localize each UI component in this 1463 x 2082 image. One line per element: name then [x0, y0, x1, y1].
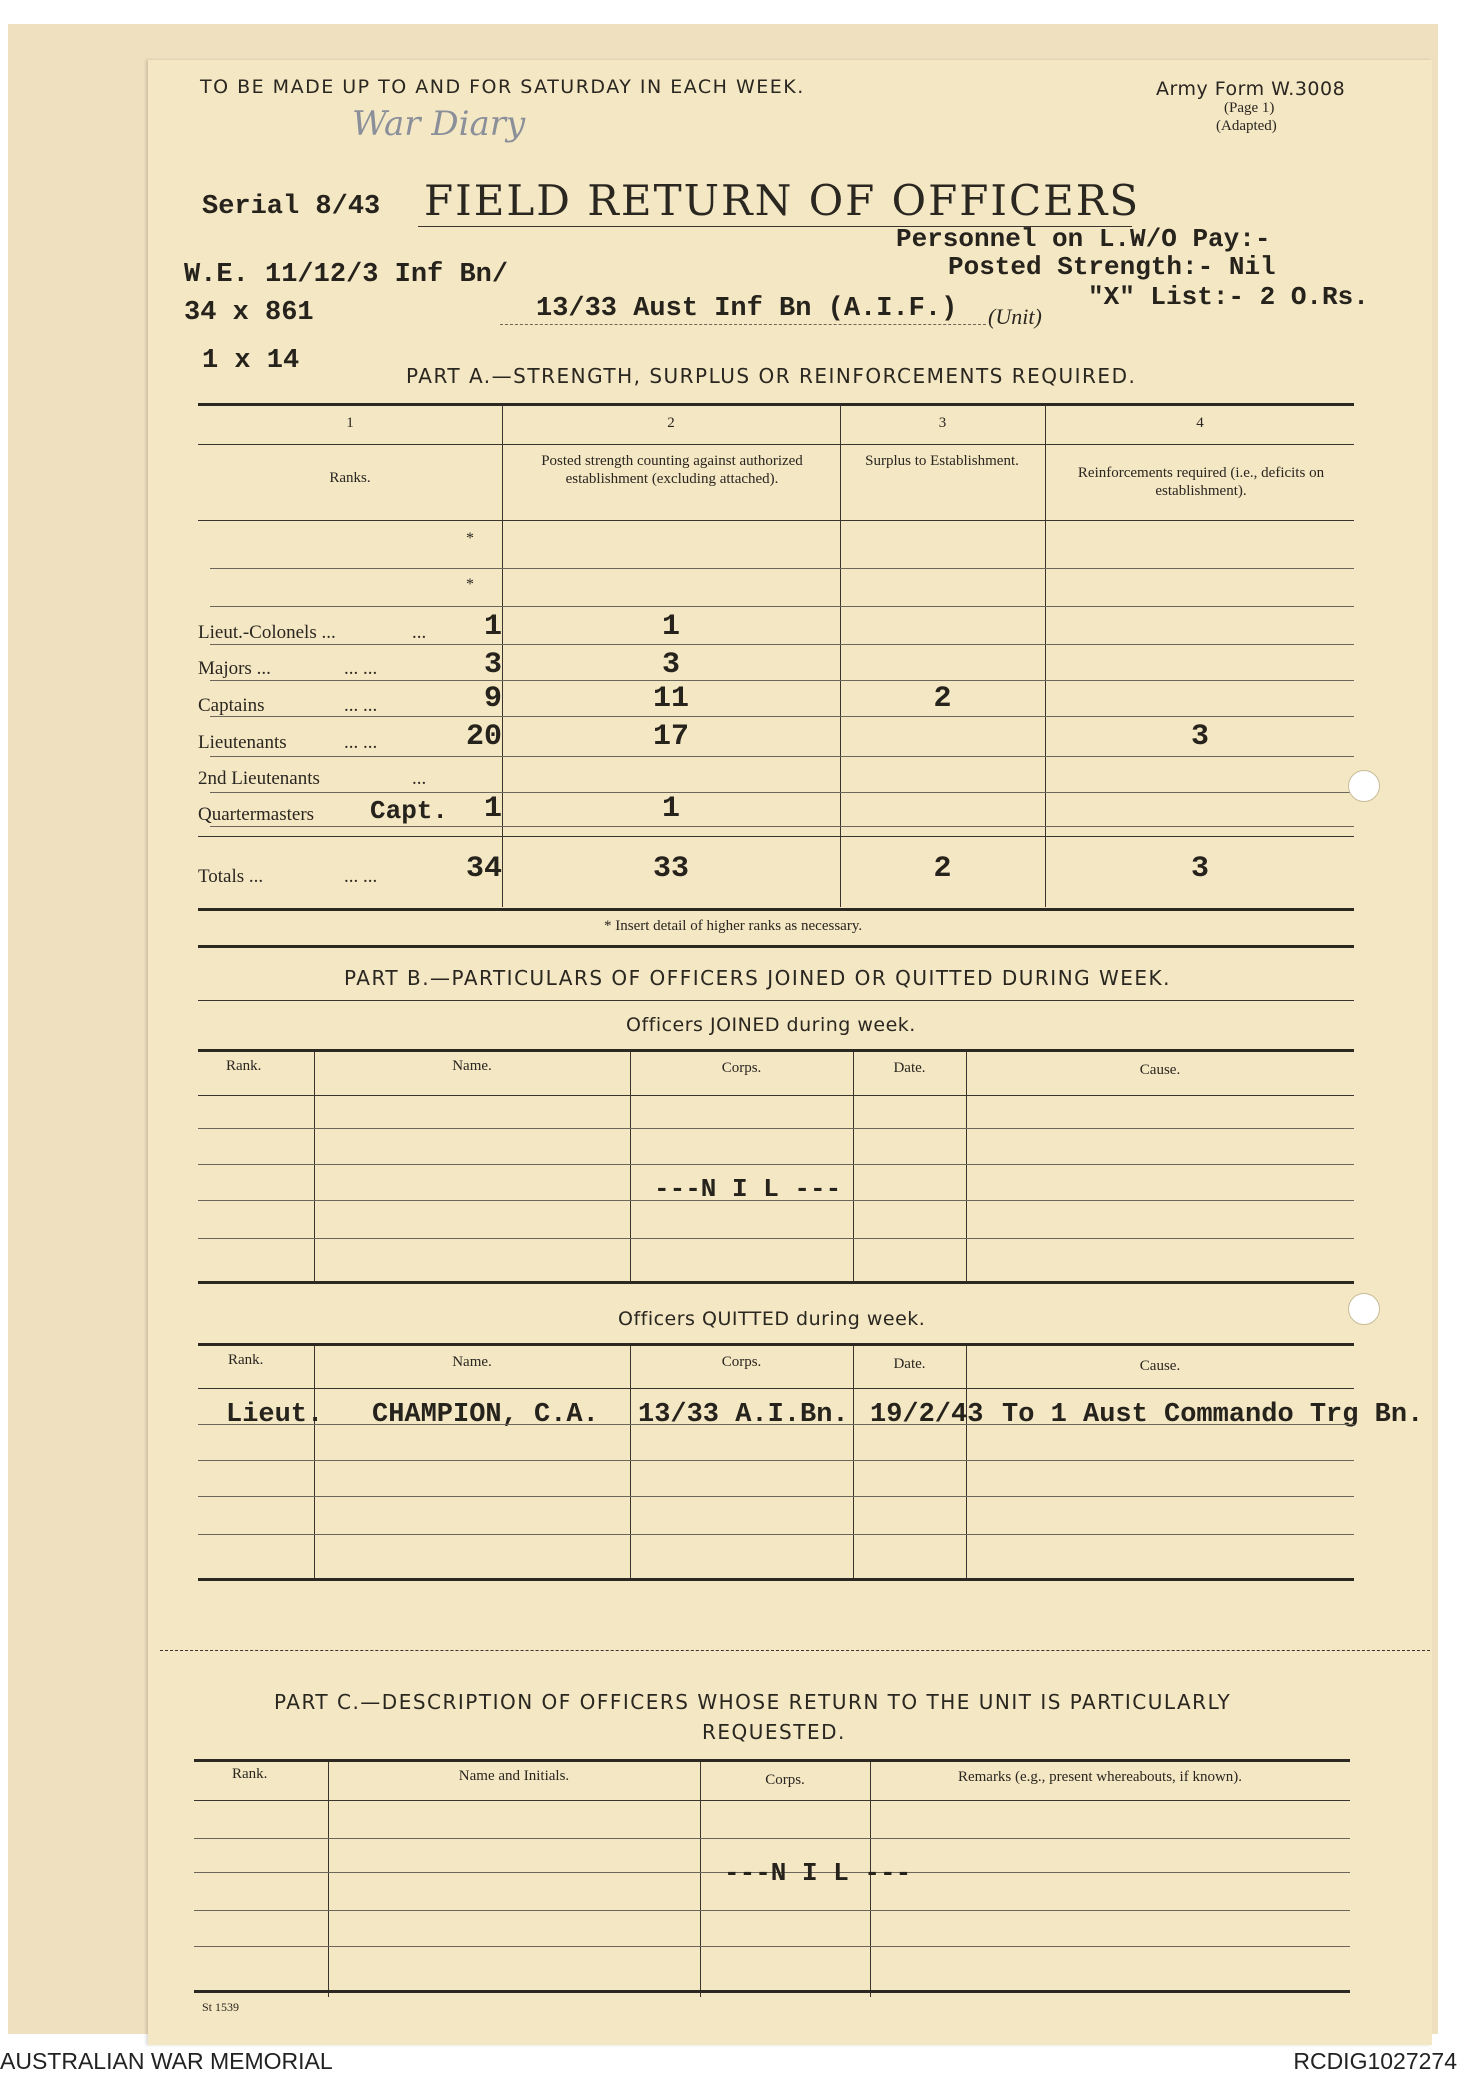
archive-credit: AUSTRALIAN WAR MEMORIAL	[0, 2048, 333, 2074]
tear-line	[160, 1650, 1430, 1651]
joined-divider-1	[314, 1052, 315, 1282]
war-establishment: W.E. 11/12/3 Inf Bn/	[184, 260, 509, 290]
col-number-3: 3	[938, 415, 947, 431]
reinforcements-header: Reinforcements required (i.e., deficits on establishment).	[1077, 465, 1325, 499]
est-majors: 3	[484, 648, 503, 682]
form-number: Army Form W.3008	[1156, 78, 1346, 100]
joined-nil-entry: ---N I L ---	[654, 1174, 842, 1204]
surplus-header: Surplus to Establishment.	[865, 453, 1019, 469]
joined-top-rule	[198, 1049, 1354, 1052]
row-rule	[198, 1238, 1354, 1239]
quitted-header-rule	[198, 1388, 1354, 1389]
part-c-col-rank: Rank.	[232, 1766, 268, 1782]
row-rule	[198, 1460, 1354, 1461]
part-c-heading-continued: REQUESTED.	[702, 1720, 846, 1744]
row-rule	[198, 1534, 1354, 1535]
row-rule	[198, 1424, 1354, 1425]
col-number-2: 2	[667, 415, 675, 431]
part-c-divider-1	[328, 1762, 329, 1997]
totals-top-rule	[198, 836, 1354, 837]
serial-number: Serial 8/43	[202, 192, 381, 222]
quitted-divider-2	[630, 1346, 631, 1578]
row-rule	[210, 644, 1354, 645]
quartermaster-rank-note: Capt.	[370, 796, 449, 826]
joined-divider-2	[630, 1052, 631, 1282]
quitted-bottom-rule	[198, 1578, 1354, 1581]
part-c-top-rule	[194, 1759, 1350, 1762]
total-surplus: 2	[933, 852, 952, 886]
col-number-4: 4	[1196, 415, 1204, 431]
surplus-captains: 2	[933, 682, 952, 716]
leader-dots: ...	[412, 768, 427, 789]
ranks-header: Ranks.	[329, 470, 371, 486]
print-code: St 1539	[202, 2000, 240, 2014]
quitted-col-corps: Corps.	[721, 1354, 762, 1370]
row-rule	[198, 1128, 1354, 1129]
row-rule	[210, 756, 1354, 757]
part-b-rule	[198, 1000, 1354, 1001]
col-number-1: 1	[346, 415, 354, 431]
joined-col-rank: Rank.	[226, 1058, 262, 1074]
archive-reference: RCDIG1027274	[1293, 2048, 1457, 2074]
higher-rank-star-2: *	[466, 576, 474, 593]
personnel-note-3: "X" List:- 2 O.Rs.	[1088, 282, 1369, 312]
part-b-top-rule	[198, 945, 1354, 948]
joined-col-corps: Corps.	[721, 1060, 762, 1076]
establishment-ratio-1: 34 x 861	[184, 298, 314, 328]
header-bottom-rule	[198, 520, 1354, 521]
rank-label-majors: Majors ...	[198, 658, 271, 679]
posted-quartermasters: 1	[661, 792, 680, 826]
part-c-col-corps: Corps.	[765, 1772, 805, 1788]
page-title: FIELD RETURN OF OFFICERS	[424, 176, 1141, 225]
part-c-header-rule	[194, 1800, 1350, 1801]
quitted-col-rank: Rank.	[228, 1352, 264, 1368]
quitted-col-date: Date.	[893, 1356, 926, 1372]
joined-col-name: Name.	[452, 1058, 492, 1074]
est-lt-colonels: 1	[484, 610, 503, 644]
form-sheet	[148, 60, 1432, 2045]
handwritten-annotation: War Diary	[352, 104, 526, 144]
quitted-heading: Officers QUITTED during week.	[618, 1308, 926, 1330]
joined-bottom-rule	[198, 1281, 1354, 1284]
rank-label-quartermasters: Quartermasters	[198, 804, 315, 825]
part-a-top-rule	[198, 403, 1354, 406]
joined-divider-3	[853, 1052, 854, 1282]
leader-dots: ... ...	[344, 866, 378, 887]
row-rule	[210, 606, 1354, 607]
total-posted: 33	[652, 852, 689, 886]
posted-lt-colonels: 1	[661, 610, 680, 644]
part-a-heading: PART A.—STRENGTH, SURPLUS OR REINFORCEMENTS REQUIRED.	[406, 364, 1137, 388]
quitted-cause: To 1 Aust Commando Trg Bn.	[1002, 1400, 1424, 1430]
total-established: 34	[466, 852, 503, 886]
posted-majors: 3	[661, 648, 680, 682]
posted-lieutenants: 17	[652, 720, 689, 754]
col-number-rule	[198, 444, 1354, 445]
rank-label-captains: Captains	[198, 695, 265, 716]
posted-strength-header: Posted strength counting against authorized establishment (excluding attached).	[541, 453, 803, 487]
weekly-note: TO BE MADE UP TO AND FOR SATURDAY IN EACH WEEK.	[200, 76, 805, 98]
joined-divider-4	[966, 1052, 967, 1282]
part-a-bottom-rule	[198, 908, 1354, 911]
punch-hole	[1348, 770, 1380, 802]
row-rule	[198, 1164, 1354, 1165]
posted-captains: 11	[652, 682, 689, 716]
part-c-nil-entry: ---N I L ---	[724, 1858, 912, 1888]
leader-dots: ... ...	[344, 658, 378, 679]
establishment-ratio-2: 1 x 14	[202, 346, 300, 376]
unit-name: 13/33 Aust Inf Bn (A.I.F.)	[536, 294, 958, 324]
est-captains: 9	[484, 682, 503, 716]
joined-heading: Officers JOINED during week.	[626, 1014, 916, 1036]
rank-label-lieutenants: Lieutenants	[198, 732, 287, 753]
est-quartermasters: 1	[484, 792, 503, 826]
part-c-bottom-rule	[194, 1990, 1350, 1993]
quitted-date: 19/2/43	[870, 1400, 984, 1430]
personnel-note-1: Personnel on L.W/O Pay:-	[896, 224, 1271, 254]
unit-underline	[500, 324, 986, 325]
row-rule	[210, 568, 1354, 569]
total-reinforcements: 3	[1190, 852, 1209, 886]
leader-dots: ...	[412, 622, 427, 643]
part-c-divider-2	[700, 1762, 701, 1997]
quitted-divider-1	[314, 1346, 315, 1578]
row-rule	[194, 1946, 1350, 1947]
unit-label: (Unit)	[988, 304, 1042, 329]
part-c-col-name: Name and Initials.	[458, 1768, 570, 1784]
totals-label: Totals ...	[198, 866, 264, 887]
quitted-col-name: Name.	[452, 1354, 492, 1370]
row-rule	[194, 1910, 1350, 1911]
quitted-corps: 13/33 A.I.Bn.	[638, 1400, 849, 1430]
leader-dots: ... ...	[344, 732, 378, 753]
rank-label-2nd-lieutenants: 2nd Lieutenants	[198, 768, 320, 789]
part-a-divider-2	[840, 405, 841, 907]
est-lieutenants: 20	[466, 720, 503, 754]
quitted-name: CHAMPION, C.A.	[372, 1400, 599, 1430]
quitted-divider-3	[853, 1346, 854, 1578]
row-rule	[198, 1496, 1354, 1497]
adapted-note: (Adapted)	[1216, 118, 1277, 134]
rank-label-lt-colonels: Lieut.-Colonels ...	[198, 622, 336, 643]
part-c-col-remarks: Remarks (e.g., present whereabouts, if known).	[957, 1769, 1243, 1785]
row-rule	[194, 1838, 1350, 1839]
quitted-top-rule	[198, 1343, 1354, 1346]
part-a-divider-3	[1045, 405, 1046, 907]
reinforcements-lieutenants: 3	[1190, 720, 1209, 754]
joined-col-cause: Cause.	[1139, 1062, 1181, 1078]
footnote: * Insert detail of higher ranks as necessary.	[604, 918, 863, 934]
row-rule	[210, 680, 1354, 681]
part-c-heading: PART C.—DESCRIPTION OF OFFICERS WHOSE RETURN TO THE UNIT IS PARTICULARLY	[274, 1690, 1232, 1714]
page-number: (Page 1)	[1224, 100, 1275, 116]
higher-rank-star-1: *	[466, 530, 474, 547]
joined-col-date: Date.	[893, 1060, 926, 1076]
punch-hole	[1348, 1293, 1380, 1325]
personnel-note-2: Posted Strength:- Nil	[948, 252, 1276, 282]
quitted-rank: Lieut.	[226, 1400, 324, 1430]
row-rule	[210, 716, 1354, 717]
leader-dots: ... ...	[344, 695, 378, 716]
quitted-divider-4	[966, 1346, 967, 1578]
joined-header-rule	[198, 1095, 1354, 1096]
part-b-heading: PART B.—PARTICULARS OF OFFICERS JOINED OR QUITTED DURING WEEK.	[344, 966, 1172, 990]
quitted-col-cause: Cause.	[1139, 1358, 1181, 1374]
row-rule	[210, 826, 1354, 827]
